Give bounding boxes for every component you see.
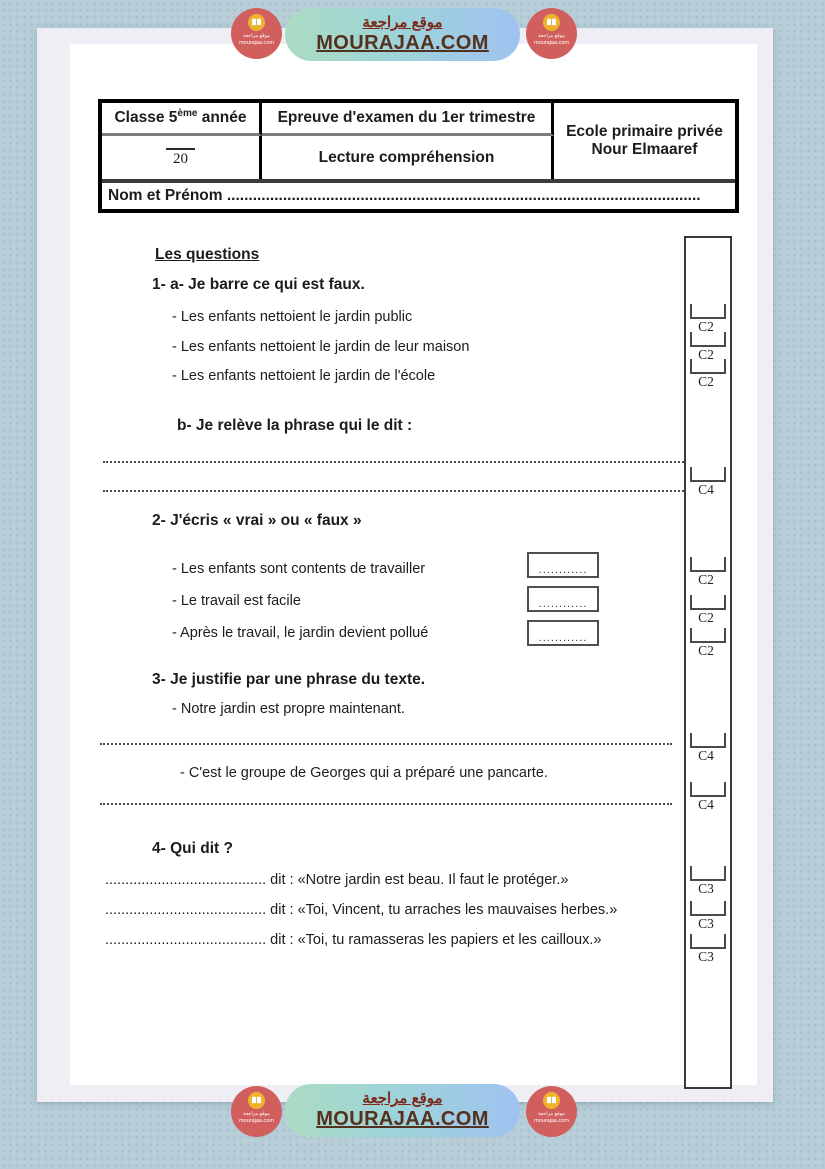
book-icon — [543, 14, 560, 31]
exam-title-text: Epreuve d'examen du 1er trimestre — [277, 109, 536, 126]
question-2-item: - Les enfants sont contents de travailler — [172, 561, 426, 577]
competency-label: C2 — [698, 643, 714, 658]
student-name-cell — [102, 179, 735, 209]
question-4-item: ........................................ dit : «Toi, Vincent, tu arraches les mauvaises herbes.» — [105, 902, 618, 918]
logo-domain-text: mourajaa.com — [239, 40, 274, 46]
question-1a-item: - Les enfants nettoient le jardin de leur maison — [172, 339, 470, 355]
question-3-label: 3- Je justifie par une phrase du texte. — [152, 671, 426, 688]
exam-title-cell — [262, 103, 554, 136]
question-1a-item: - Les enfants nettoient le jardin de l'école — [172, 368, 436, 384]
score-bracket — [690, 557, 726, 572]
vrai-faux-answer-box: ............ — [527, 586, 599, 612]
book-icon — [248, 14, 265, 31]
school-cell — [554, 103, 735, 179]
class-level-text: Classe 5ème année — [114, 108, 247, 127]
answer-dotted-line — [103, 461, 688, 463]
competency-label: C2 — [698, 374, 714, 389]
logo-arabic-text: موقع مراجعة — [243, 33, 270, 39]
competency-label: C3 — [698, 881, 714, 896]
score-bracket — [690, 359, 726, 374]
competency-label: C3 — [698, 916, 714, 931]
logo-domain-text: mourajaa.com — [534, 40, 569, 46]
score-bracket — [690, 332, 726, 347]
question-1a-item: - Les enfants nettoient le jardin public — [172, 309, 413, 325]
class-level-cell — [102, 103, 262, 136]
question-2-item: - Après le travail, le jardin devient pollué — [172, 625, 429, 641]
question-4-label: 4- Qui dit ? — [152, 840, 233, 857]
question-3-item: - Notre jardin est propre maintenant. — [172, 701, 405, 717]
school-name-line1: Ecole primaire privée — [566, 123, 723, 140]
banner-site-link[interactable]: MOURAJAA.COM — [316, 1107, 489, 1130]
competency-label: C2 — [698, 572, 714, 587]
score-bracket — [690, 733, 726, 748]
logo-domain-text: mourajaa.com — [239, 1118, 274, 1124]
banner-arabic-title: موقع مراجعة — [362, 14, 443, 32]
question-4-item: ........................................ dit : «Toi, tu ramasseras les papiers et les cailloux.» — [105, 932, 602, 948]
mourajaa-logo-left-top — [231, 8, 282, 59]
answer-dotted-line — [103, 490, 688, 492]
competency-label: C2 — [698, 610, 714, 625]
mourajaa-logo-left-bottom — [231, 1086, 282, 1137]
mourajaa-logo-right-top — [526, 8, 577, 59]
question-3-item: - C'est le groupe de Georges qui a préparé une pancarte. — [180, 765, 548, 781]
competency-label: C4 — [698, 797, 714, 812]
subject-text: Lecture compréhension — [318, 148, 495, 166]
logo-arabic-text: موقع مراجعة — [538, 33, 565, 39]
answer-dotted-line — [100, 803, 672, 805]
subject-cell — [262, 136, 554, 179]
score-bracket — [690, 934, 726, 949]
question-2-label: 2- J'écris « vrai » ou « faux » — [152, 512, 362, 529]
book-icon — [248, 1092, 265, 1109]
mourajaa-banner-bottom — [285, 1084, 520, 1137]
mourajaa-banner-top — [285, 8, 520, 61]
answer-dotted-line — [100, 743, 672, 745]
exam-header-table — [98, 99, 739, 213]
question-2-item: - Le travail est facile — [172, 593, 301, 609]
score-bracket — [690, 467, 726, 482]
question-4-item: ........................................ dit : «Notre jardin est beau. Il faut le protéger.» — [105, 872, 569, 888]
question-1a-label: 1- a- Je barre ce qui est faux. — [152, 276, 365, 293]
score-bracket — [690, 304, 726, 319]
mourajaa-logo-right-bottom — [526, 1086, 577, 1137]
school-name-line2: Nour Elmaaref — [591, 141, 698, 158]
competency-label: C4 — [698, 748, 714, 763]
competency-label: C3 — [698, 949, 714, 964]
score-bracket — [690, 782, 726, 797]
score-bracket — [690, 901, 726, 916]
score-bracket — [690, 628, 726, 643]
score-bracket — [690, 866, 726, 881]
score-bracket — [690, 595, 726, 610]
questions-title: Les questions — [155, 246, 260, 263]
book-icon — [543, 1092, 560, 1109]
banner-arabic-title: موقع مراجعة — [362, 1090, 443, 1108]
logo-arabic-text: موقع مراجعة — [243, 1111, 270, 1117]
competency-label: C2 — [698, 319, 714, 334]
banner-site-link[interactable]: MOURAJAA.COM — [316, 31, 489, 54]
vrai-faux-answer-box: ............ — [527, 620, 599, 646]
question-1b-label: b- Je relève la phrase qui le dit : — [177, 417, 413, 434]
vrai-faux-answer-box: ............ — [527, 552, 599, 578]
logo-arabic-text: موقع مراجعة — [538, 1111, 565, 1117]
score-cell — [102, 136, 262, 179]
competency-label: C2 — [698, 347, 714, 362]
student-name-line: Nom et Prénom .............................................................................................................. — [108, 187, 701, 204]
competency-label: C4 — [698, 482, 714, 497]
score-out-of-20: 20 — [166, 148, 195, 168]
logo-domain-text: mourajaa.com — [534, 1118, 569, 1124]
